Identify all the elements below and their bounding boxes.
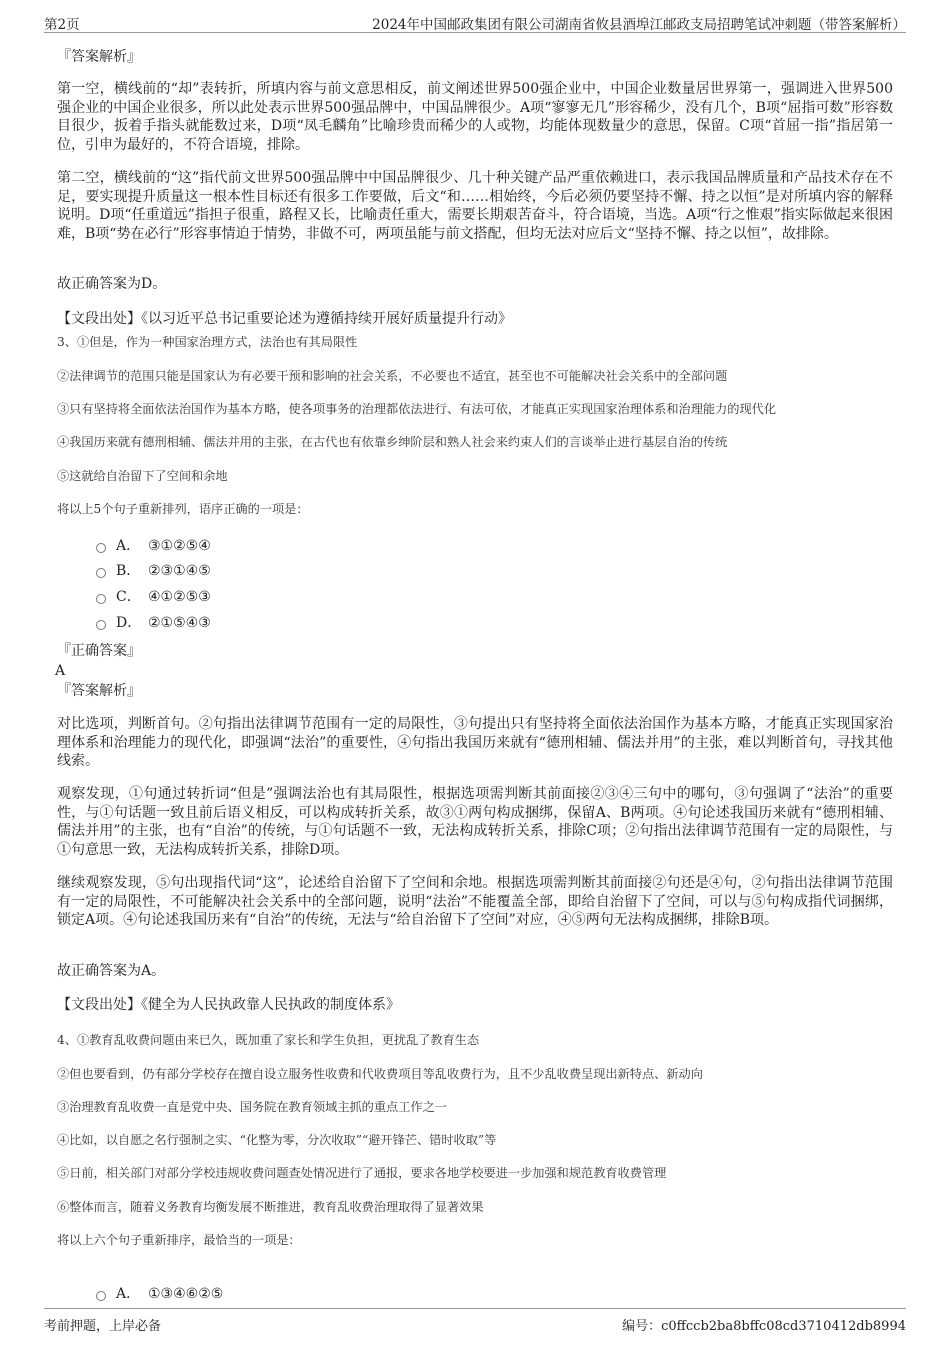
option-letter: D． — [116, 615, 142, 631]
q3-analysis-label: 『答案解析』 — [57, 683, 141, 699]
radio-button-icon[interactable] — [96, 594, 106, 604]
q4-option-a[interactable] — [96, 1285, 223, 1303]
q3-conclusion: 故正确答案为A。 — [57, 963, 166, 979]
q3-answer: A — [55, 663, 66, 679]
q3-sentence-3: ③只有坚持将全面依法治国作为基本方略，使各项事务的治理都依法进行、有法可依，才能真正实现国家治理体系和治理能力的现代化 — [57, 402, 777, 416]
radio-button-icon[interactable] — [96, 1291, 106, 1301]
option-letter: C． — [116, 589, 141, 605]
q3-sentence-5: ⑤这就给自治留下了空间和余地 — [57, 469, 228, 483]
q4-prompt: 将以上六个句子重新排序，最恰当的一项是： — [57, 1233, 301, 1247]
q3-option-c[interactable] — [96, 588, 211, 606]
radio-button-icon[interactable] — [96, 568, 106, 578]
q3-source: 【文段出处】《健全为人民执政靠人民执政的制度体系》 — [57, 997, 400, 1013]
q3-option-a[interactable] — [96, 537, 211, 555]
option-text: ①③④⑥②⑤ — [148, 1286, 224, 1302]
q3-option-b[interactable] — [96, 562, 211, 580]
q3-analysis-paragraph-2: 观察发现，①句通过转折词“但是”强调法治也有其局限性，根据选项需判断其前面接②③④三句中的哪句，③句强调了“法治”的重要性，与①句话题一致且前后语义相反，可以构成转折关系，故③①两句构成捆绑，保留A、B两项。④句论述我国历来就有“德刑相辅、儒法并用”的主张，也有“自治”的传统，与①句话题不一致，无法构成转折关系，排除C项；②句指出法律调节范围有一定的局限性，与①句意思一致，无法构成转折关系，排除D项。 — [57, 786, 893, 858]
q3-sentence-1: 3、①但是，作为一种国家治理方式，法治也有其局限性 — [57, 335, 358, 349]
option-text: ②③①④⑤ — [148, 563, 211, 579]
option-text: ③①②⑤④ — [148, 538, 211, 554]
q3-option-d[interactable] — [96, 614, 211, 632]
q4-sentence-5: ⑤日前，相关部门对部分学校违规收费问题查处情况进行了通报，要求各地学校要进一步加强和规范教育收费管理 — [57, 1166, 667, 1180]
q2-analysis-label: 『答案解析』 — [57, 49, 141, 65]
option-letter: B． — [116, 563, 141, 579]
page-footer — [44, 1308, 906, 1333]
q4-sentence-6: ⑥整体而言，随着义务教育均衡发展不断推进，教育乱收费治理取得了显著效果 — [57, 1200, 484, 1214]
option-letter: A． — [116, 1286, 141, 1302]
option-letter: A． — [116, 538, 141, 554]
q4-sentence-1: 4、①教育乱收费问题由来已久，既加重了家长和学生负担，更扰乱了教育生态 — [57, 1033, 480, 1047]
document-title: 2024年中国邮政集团有限公司湖南省攸县酒埠江邮政支局招聘笔试冲刺题（带答案解析） — [372, 17, 906, 33]
page-header — [44, 10, 906, 33]
option-text: ④①②⑤③ — [148, 589, 211, 605]
page-number: 第2页 — [44, 17, 80, 33]
q4-sentence-4: ④比如，以自愿之名行强制之实、“化整为零，分次收取”“避开锋芒、错时收取”等 — [57, 1133, 497, 1147]
document-id: 编号：c0ffccb2ba8bffc08cd3710412db8994 — [622, 1319, 906, 1334]
q3-answer-label: 『正确答案』 — [57, 643, 141, 659]
q3-analysis-paragraph-1: 对比选项，判断首句。②句指出法律调节范围有一定的局限性，③句提出只有坚持将全面依法治国作为基本方略，才能真正实现国家治理体系和治理能力的现代化，即强调“法治”的重要性，④句指出我国历来就有“德刑相辅、儒法并用”的主张，难以判断首句，寻找其他线索。 — [57, 716, 893, 770]
radio-button-icon[interactable] — [96, 620, 106, 630]
q2-analysis-paragraph-1: 第一空，横线前的“却”表转折，所填内容与前文意思相反，前文阐述世界500强企业中，中国企业数量居世界第一，强调进入世界500强企业的中国企业很多，所以此处表示世界500强品牌中，中国品牌很少。A项“寥寥无几”形容稀少，没有几个，B项“屈指可数”形容数目很少，扳着手指头就能数过来，D项“凤毛麟角”比喻珍贵而稀少的人或物，均能体现数量少的意思，保留。C项“首屈一指”指居第一位，引申为最好的，不符合语境，排除。 — [57, 81, 893, 153]
q3-sentence-4: ④我国历来就有德刑相辅、儒法并用的主张，在古代也有依靠乡绅阶层和熟人社会来约束人们的言谈举止进行基层自治的传统 — [57, 435, 728, 449]
q2-analysis-paragraph-2: 第二空，横线前的“这”指代前文世界500强品牌中中国品牌很少、几十种关键产品严重依赖进口，表示我国品牌质量和产品技术存在不足，要实现提升质量这一根本性目标还有很多工作要做，后文“和……相始终，今后必须仍要坚持不懈、持之以恒”是对所填内容的解释说明。D项“任重道远”指担子很重，路程又长，比喻责任重大，需要长期艰苦奋斗，符合语境，当选。A项“行之惟艰”指实际做起来很困难，B项“势在必行”形容事情迫于情势，非做不可，两项虽能与前文搭配，但均无法对应后文“坚持不懈、持之以恒”，故排除。 — [57, 170, 893, 242]
q4-sentence-2: ②但也要看到，仍有部分学校存在擅自设立服务性收费和代收费项目等乱收费行为，且不少乱收费呈现出新特点、新动向 — [57, 1067, 703, 1081]
option-text: ②①⑤④③ — [148, 615, 211, 631]
q3-sentence-2: ②法律调节的范围只能是国家认为有必要干预和影响的社会关系，不必要也不适宜，甚至也不可能解决社会关系中的全部问题 — [57, 369, 728, 383]
q3-analysis-paragraph-3: 继续观察发现，⑤句出现指代词“这”，论述给自治留下了空间和余地。根据选项需判断其前面接②句还是④句，②句指出法律调节范围有一定的局限性，不可能解决社会关系中的全部问题，说明“法治”不能覆盖全部，即给自治留下了空间，可以与⑤句构成指代词捆绑，锁定A项。④句论述我国历来有“自治”的传统，无法与“给自治留下了空间”对应，④⑤两句无法构成捆绑，排除B项。 — [57, 875, 893, 929]
q2-conclusion: 故正确答案为D。 — [57, 276, 167, 292]
q2-source: 【文段出处】《以习近平总书记重要论述为遵循持续开展好质量提升行动》 — [57, 311, 512, 327]
radio-button-icon[interactable] — [96, 543, 106, 553]
footer-slogan: 考前押题，上岸必备 — [44, 1319, 162, 1334]
q3-prompt: 将以上5个句子重新排列，语序正确的一项是： — [57, 502, 309, 516]
q4-sentence-3: ③治理教育乱收费一直是党中央、国务院在教育领域主抓的重点工作之一 — [57, 1100, 447, 1114]
